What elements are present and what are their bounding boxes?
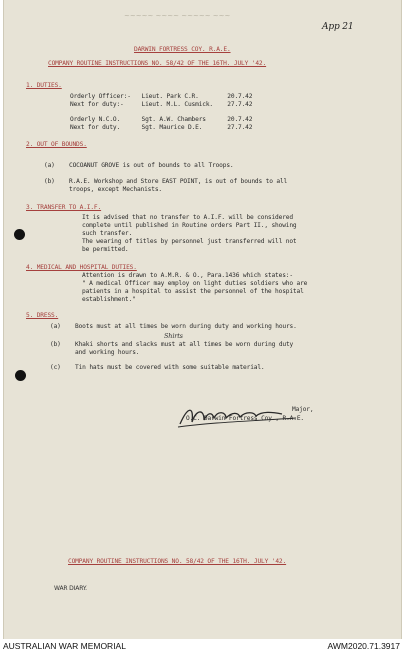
punch-hole-top	[14, 229, 25, 240]
medical-line-4: establishment."	[82, 296, 136, 303]
archive-name: AUSTRALIAN WAR MEMORIAL	[3, 641, 126, 651]
archive-accession-number: AWM2020.71.3917	[327, 641, 400, 651]
dress-handwritten-correction: Shirts	[164, 332, 183, 340]
transfer-line-3: such transfer.	[82, 230, 133, 237]
section-2-heading: 2. OUT OF BOUNDS.	[26, 141, 87, 148]
medical-line-3: patients in a hospital to assist the personnel of the hospital	[82, 288, 304, 295]
bounds-item-b-line-2: troops, except Mechanists.	[44, 186, 162, 193]
transfer-line-5: be permitted.	[82, 246, 129, 253]
duty-line-4: Next for duty. Sgt. Maurice D.E. 27.7.42	[70, 124, 253, 131]
medical-line-1: Attention is drawn to A.M.R. & O., Para.1436 which states:-	[82, 272, 293, 279]
transfer-line-1: It is advised that no transfer to A.I.F. will be considered	[82, 214, 293, 221]
bleed-through-text: ~~~~~ ~~~~ ~~~~~ ~~~	[124, 12, 231, 20]
duty-line-1: Orderly Officer:- Lieut. Park C.R. 20.7.42	[70, 93, 253, 100]
duty-line-2: Next for duty:- Lieut. M.L. Cusmick. 27.7.42	[70, 101, 253, 108]
transfer-line-2: complete until published in Routine orders Part II., showing	[82, 222, 297, 229]
dress-item-c: (c) Tin hats must be covered with some suitable material.	[50, 364, 265, 371]
document-title: DARWIN FORTRESS COY. R.A.E.	[134, 46, 231, 53]
transfer-line-4: The wearing of titles by personnel just transferred will not	[82, 238, 297, 245]
dress-item-b-line-2: and working hours.	[50, 349, 140, 356]
document-subtitle: COMPANY ROUTINE INSTRUCTIONS NO. 58/42 OF THE 16TH. JULY '42.	[48, 60, 267, 67]
bounds-item-a: (a) COCOANUT GROVE is out of bounds to all Troops.	[44, 162, 234, 169]
document-page	[3, 0, 402, 639]
footer-reference: COMPANY ROUTINE INSTRUCTIONS NO. 58/42 OF THE 16TH. JULY '42.	[68, 558, 287, 565]
punch-hole-bottom	[15, 370, 26, 381]
dress-item-a: (a) Boots must at all times be worn during duty and working hours.	[50, 323, 297, 330]
bounds-item-b-line-1: (b) R.A.E. Workshop and Store EAST POINT, is out of bounds to all	[44, 178, 288, 185]
section-3-heading: 3. TRANSFER TO A.I.F.	[26, 204, 102, 211]
signatory-unit: O.C. Darwin Fortress Coy., R.A.E.	[186, 415, 304, 422]
war-diary-handwritten: WAR DIARY.	[54, 585, 87, 592]
dress-item-b-line-1: (b) Khaki shorts and slacks must at all times be worn during duty	[50, 341, 294, 348]
section-4-heading: 4. MEDICAL AND HOSPITAL DUTIES.	[26, 264, 137, 271]
archive-caption-bar	[0, 639, 404, 653]
section-5-heading: 5. DRESS.	[26, 312, 59, 319]
duty-line-3: Orderly N.C.O. Sgt. A.W. Chambers 20.7.42	[70, 116, 253, 123]
medical-line-2: " A medical Officer may employ on light duties soldiers who are	[82, 280, 308, 287]
section-1-heading: 1. DUTIES.	[26, 82, 62, 89]
signatory-rank: Major,	[292, 406, 314, 413]
appendix-handwritten-ref: App 21	[322, 22, 354, 32]
